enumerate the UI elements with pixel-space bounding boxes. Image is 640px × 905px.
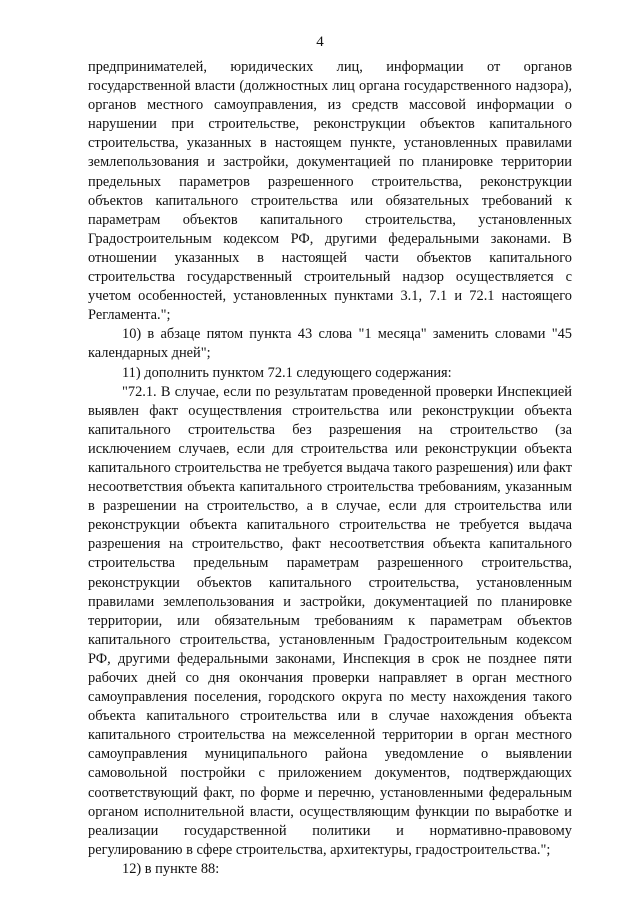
paragraph-clause-72-1: "72.1. В случае, если по результатам проведенной проверки Инспекцией выявлен факт осуществления строительства или реконструкции объекта капитального строительства без разрешения на строительство (за исключением случаев, если для строительства или реконструкции объекта капитального строительства не требуется выдача такого разрешения) или факт несоответствия объекта капитального строительства требованиям, указанным в разрешении на строительство, а в случае, если для строительства или реконструкции объекта капитального строительства не требуется выдача разрешения на строительство, факт несоответствия объекта капитального строительства предельным параметрам разрешенного строительства, реконструкции объектов капитального строительства, установленным правилами землепользования и застройки, документацией по планировке территории, или обязательным требованиям к параметрам объектов капитального строительства, установленным Градостроительным кодексом РФ, другими федеральными законами, Инспекция в срок не позднее пяти рабочих дней со дня окончания проверки направляет в орган местного самоуправления поселения, городского округа по месту нахождения такого объекта капитального строительства или в случае нахождения объекта капитального строительства на межселенной территории в орган местного самоуправления муниципального района уведомление о выявлении самовольной постройки с приложением документов, подтверждающих соответствующий факт, по форме и перечню, установленными федеральным органом исполнительной власти, осуществляющим функции по выработке и реализации государственной политики и нормативно-правовому регулированию в сфере строительства, архитектуры, градостроительства."; (88, 383, 572, 858)
document-body (88, 58, 572, 879)
paragraph-item-12: 12) в пункте 88: (122, 860, 220, 877)
page-number: 4 (316, 34, 324, 50)
paragraph-continuation: предпринимателей, юридических лиц, информации от органов государственной власти (должностных лиц органа государственного надзора), органов местного самоуправления, из средств массовой информации о нарушении при строительстве, реконструкции объектов капитального строительства, указанных в настоящем пункте, установленных правилами землепользования и застройки, документацией по планировке территории предельных параметров разрешенного строительства, реконструкции объектов капитального строительства или обязательных требований к параметрам объектов капитального строительства, установленных Градостроительным кодексом РФ, другими федеральными законами. В отношении указанных в настоящей части объектов капитального строительства государственный строительный надзор осуществляется с учетом особенностей, установленных пунктами 3.1, 7.1 и 72.1 настоящего Регламента."; (88, 59, 572, 324)
paragraph-item-10: 10) в абзаце пятом пункта 43 слова "1 месяца" заменить словами "45 календарных дней"; (88, 326, 572, 362)
paragraph-item-11: 11) дополнить пунктом 72.1 следующего содержания: (122, 364, 452, 381)
